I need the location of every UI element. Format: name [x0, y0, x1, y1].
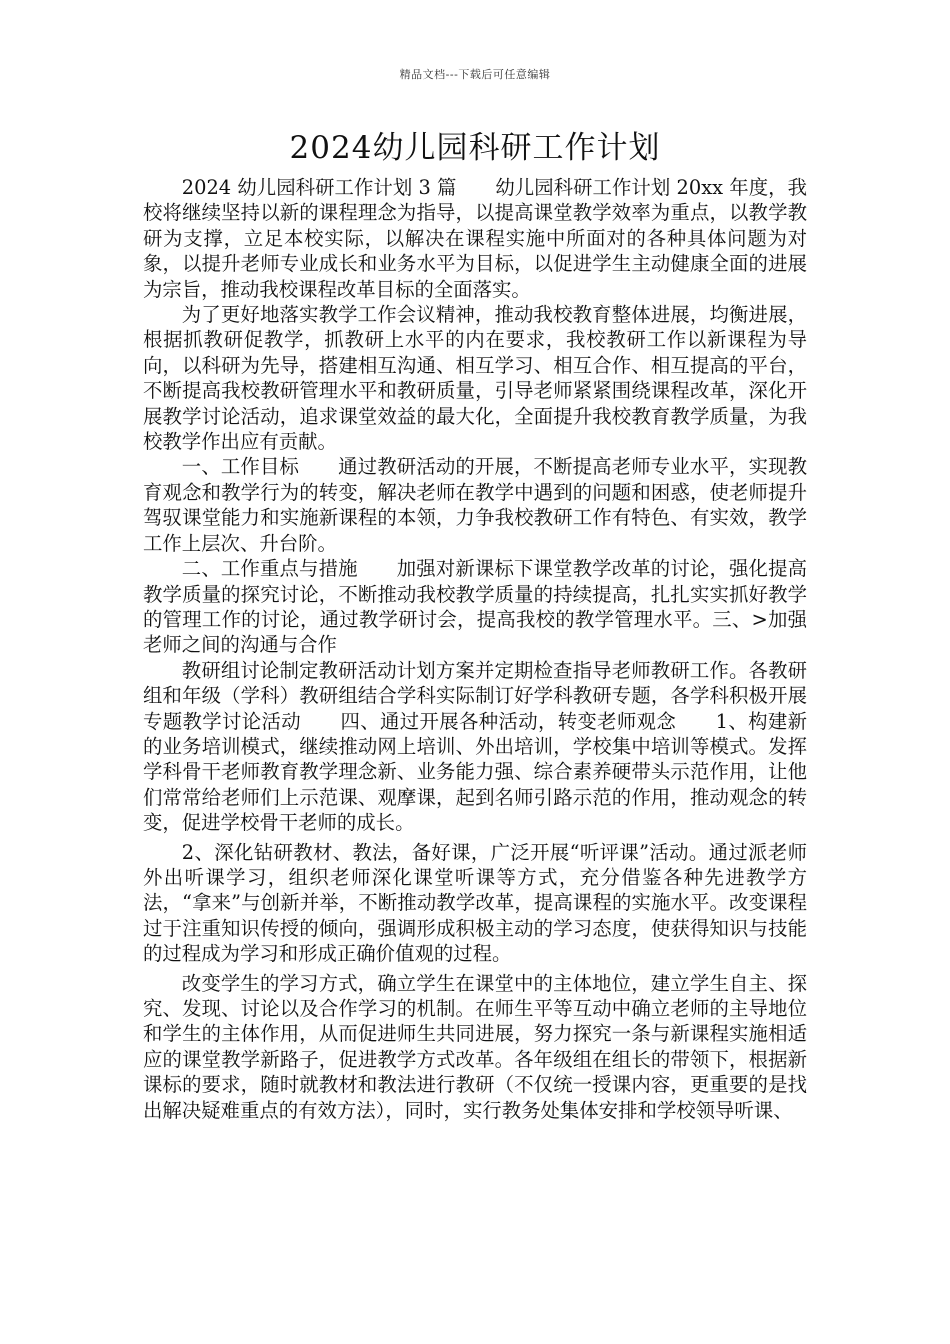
- paragraph-lesson-study: 2、深化钻研教材、教法，备好课，广泛开展“听评课”活动。通过派老师外出听课学习，组织老师深化课堂听课等方式，充分借鉴各种先进教学方法，“拿来”与创新并举，不断推动教学改革，提高课程的实施水平。改变课程过于注重知识传授的倾向，强调形成积极主动的学习态度，使获得知识与技能的过程成为学习和形成正确价值观的过程。: [143, 840, 807, 966]
- paragraph-background: 为了更好地落实教学工作会议精神，推动我校教育整体进展，均衡进展，根据抓教研促教学，抓教研上水平的内在要求，我校教研工作以新课程为导向，以科研为先导，搭建相互沟通、相互学习、相互合作、相互提高的平台，不断提高我校教研管理水平和教研质量，引导老师紧紧围绕课程改革，深化开展教学讨论活动，追求课堂效益的最大化，全面提升我校教育教学质量，为我校教学作出应有贡献。: [143, 303, 807, 454]
- paragraph-intro: 2024 幼儿园科研工作计划 3 篇 幼儿园科研工作计划 20xx 年度，我校将继续坚持以新的课程理念为指导，以提高课堂教学效率为重点，以教学教研为支撑，立足本校实际，以解决在课程实施中所面对的各种具体问题为对象，以提升老师专业成长和业务水平为目标，以促进学生主动健康全面的进展为宗旨，推动我校课程改革目标的全面落实。: [143, 176, 807, 301]
- paragraph-learning-style: 改变学生的学习方式，确立学生在课堂中的主体地位，建立学生自主、探究、发现、讨论以及合作学习的机制。在师生平等互动中确立老师的主导地位和学生的主体作用，从而促进师生共同进展，努力探究一条与新课程实施相适应的课堂教学新路子，促进教学方式改革。各年级组在组长的带领下，根据新课标的要求，随时就教材和教法进行教研（不仅统一授课内容，更重要的是找出解决疑难重点的有效方法），同时，实行教务处集体安排和学校领导听课、: [143, 971, 807, 1122]
- paragraph-goals: 一、工作目标 通过教研活动的开展，不断提高老师专业水平，实现教育观念和教学行为的转变，解决老师在教学中遇到的问题和困惑，使老师提升驾驭课堂能力和实施新课程的本领，力争我校教研工作有特色、有实效，教学工作上层次、升台阶。: [143, 455, 807, 555]
- paragraph-teaching-research: 教研组讨论制定教研活动计划方案并定期检查指导老师教研工作。各教研组和年级（学科）教研组结合学科实际制订好学科教研专题，各学科积极开展专题教学讨论活动 四、通过开展各种活动，转变老师观念 1、构建新的业务培训模式，继续推动网上培训、外出培训，学校集中培训等模式。发挥学科骨干老师教育教学理念新、业务能力强、综合素养硬带头示范作用，让他们常常给老师们上示范课、观摩课，起到名师引路示范的作用，推动观念的转变，促进学校骨干老师的成长。: [143, 658, 807, 835]
- header-note: 精品文档---下载后可任意编辑: [399, 68, 551, 81]
- document-body: [143, 175, 807, 1123]
- document-title: 2024幼儿园科研工作计划: [289, 130, 661, 166]
- paragraph-focus-measures: 二、工作重点与措施 加强对新课标下课堂教学改革的讨论，强化提高教学质量的探究讨论，不断推动我校教学质量的持续提高，扎扎实实抓好教学的管理工作的讨论，通过教学研讨会，提高我校的教学管理水平。三、>加强老师之间的沟通与合作: [143, 557, 807, 657]
